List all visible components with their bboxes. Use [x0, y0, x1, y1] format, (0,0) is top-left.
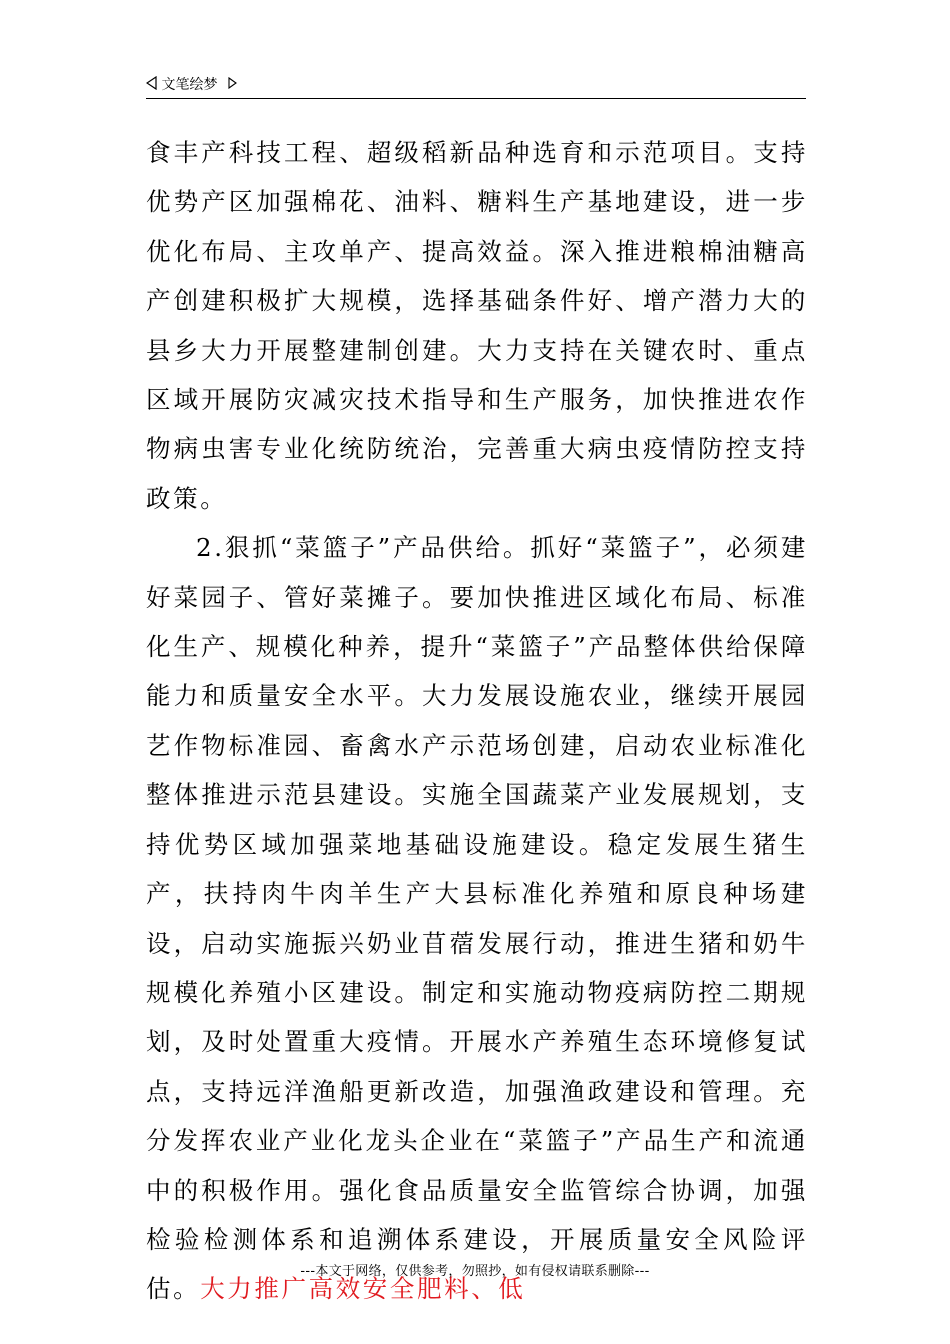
page-header [146, 72, 806, 99]
paragraph-2-main: 2.狠抓“菜篮子”产品供给。抓好“菜篮子”，必须建好菜园子、管好菜摊子。要加快推进区域化布局、标准化生产、规模化种养，提升“菜篮子”产品整体供给保障能力和质量安全水平。大力发展设施农业，继续开展园艺作物标准园、畜禽水产示范场创建，启动农业标准化整体推进示范县建设。实施全国蔬菜产业发展规划，支持优势区域加强菜地基础设施建设。稳定发展生猪生产，扶持肉牛肉羊生产大县标准化养殖和原良种场建设，启动实施振兴奶业苜蓿发展行动，推进生猪和奶牛规模化养殖小区建设。制定和实施动物疫病防控二期规划，及时处置重大疫情。开展水产养殖生态环境修复试点，支持远洋渔船更新改造，加强渔政建设和管理。充分发挥农业产业化龙头企业在“菜篮子”产品生产和流通中的积极作用。强化食品质量安全监管综合协调，加强检验检测体系和追溯体系建设，开展质量安全风险评估。 [146, 533, 808, 1304]
footer-notice: ---本文于网络，仅供参考，勿照抄，如有侵权请联系删除--- [300, 1264, 650, 1279]
header-brand [146, 76, 237, 94]
paragraph-1: 食丰产科技工程、超级稻新品种选育和示范项目。支持优势产区加强棉花、油料、糖料生产基地建设，进一步优化布局、主攻单产、提高效益。深入推进粮棉油糖高产创建积极扩大规模，选择基础条件好、增产潜力大的县乡大力开展整建制创建。大力支持在关键农时、重点区域开展防灾减灾技术指导和生产服务，加快推进农作物病虫害专业化统防统治，完善重大病虫疫情防控支持政策。 [146, 138, 808, 513]
paragraph-2-highlight: 大力推广高效安全肥料、低 [200, 1274, 526, 1304]
header-title: 文笔绘梦 [161, 77, 218, 93]
triangle-right-icon [228, 77, 237, 93]
triangle-left-icon [146, 76, 157, 94]
paragraph-2 [146, 523, 808, 1314]
document-body [146, 128, 808, 1314]
